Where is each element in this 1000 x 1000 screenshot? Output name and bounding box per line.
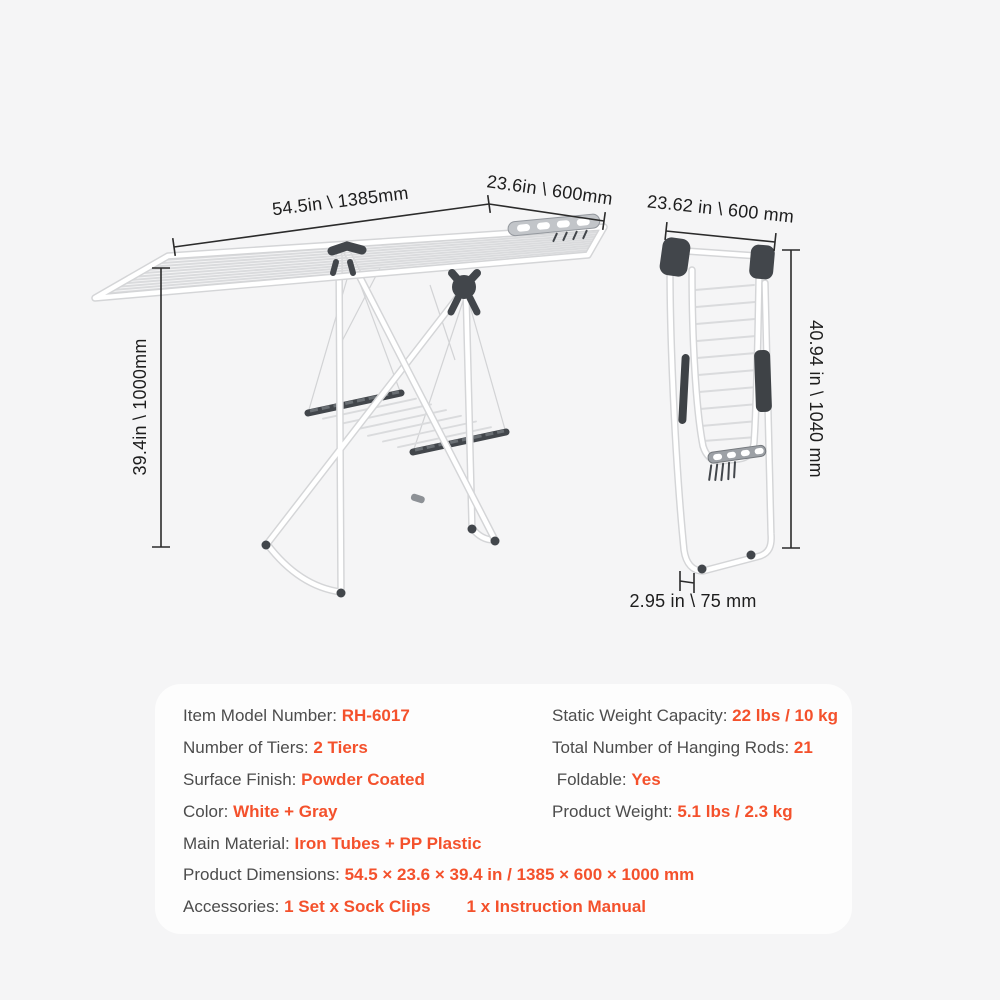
assembled-rack-drawing: [95, 214, 604, 598]
right-top-cap: [749, 244, 776, 280]
spec-label: Total Number of Hanging Rods:: [552, 737, 794, 757]
spec-row-capacity: [552, 700, 838, 732]
spec-row-material: [183, 828, 694, 860]
spec-value: 5.1 lbs / 2.3 kg: [677, 801, 793, 821]
folded-hinge-strip: [678, 354, 690, 424]
folded-dim-width-label: 23.62 in \ 600 mm: [646, 191, 796, 227]
spec-value: 21: [793, 737, 813, 757]
folded-rack-drawing: [658, 236, 775, 573]
spec-column-right: [552, 700, 838, 828]
spec-value: White + Gray: [233, 801, 338, 821]
spec-label: Color:: [183, 801, 234, 821]
spec-row-dimensions: [183, 859, 694, 891]
spec-label: Number of Tiers:: [183, 737, 314, 757]
spec-label: Item Model Number:: [183, 705, 342, 725]
dim-depth-label: 23.6in \ 600mm: [485, 171, 615, 209]
dim-height-label: 39.4in \ 1000mm: [130, 338, 150, 476]
folded-foot-cap: [747, 551, 756, 560]
spec-value: 1 x Instruction Manual: [466, 897, 647, 917]
spec-panel: [155, 684, 852, 934]
spec-label: Foldable:: [552, 769, 632, 789]
spec-label: Surface Finish:: [183, 769, 302, 789]
dim-width-label: 54.5in \ 1385mm: [271, 182, 410, 220]
spec-row-foldable: [552, 764, 838, 796]
folded-foot-cap: [698, 565, 707, 574]
folded-sock-clips: [705, 445, 768, 482]
left-top-cap: [658, 236, 691, 278]
spec-label: Static Weight Capacity:: [552, 705, 733, 725]
spec-value: 54.5 × 23.6 × 39.4 in / 1385 × 600 × 1000 mm: [344, 865, 695, 885]
spec-label: Product Weight:: [552, 801, 678, 821]
folded-connector: [754, 350, 772, 413]
spec-row-rods: [552, 732, 838, 764]
spec-value: Powder Coated: [301, 769, 425, 789]
spec-value: 22 lbs / 10 kg: [732, 705, 838, 725]
spec-value: 2 Tiers: [313, 737, 368, 757]
spec-label: Accessories:: [183, 897, 285, 917]
spec-value: Yes: [631, 769, 661, 789]
spec-row-weight: [552, 796, 838, 828]
spec-label: Product Dimensions:: [183, 865, 345, 885]
spec-value: RH-6017: [341, 705, 410, 725]
spec-value: 1 Set x Sock Clips: [284, 897, 431, 917]
folded-dim-foot-label: 2.95 in \ 75 mm: [629, 591, 757, 611]
spec-label: Main Material:: [183, 833, 295, 853]
spec-row-accessories: [183, 891, 694, 923]
spec-value: Iron Tubes + PP Plastic: [294, 833, 482, 853]
folded-dim-height-label: 40.94 in \ 1040 mm: [806, 320, 826, 478]
